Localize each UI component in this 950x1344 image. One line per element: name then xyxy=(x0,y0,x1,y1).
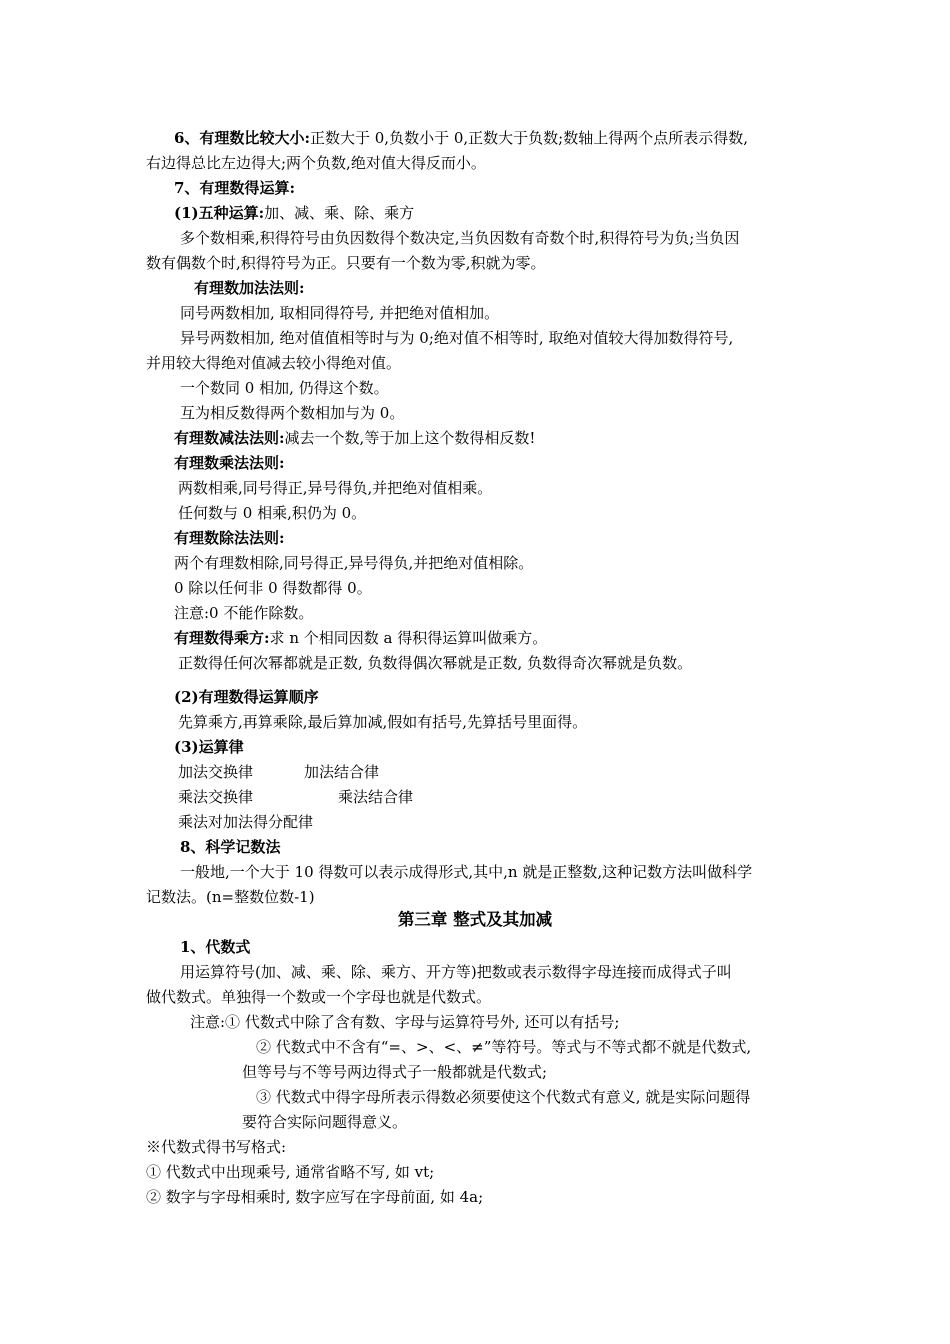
add-rule-title: 有理数加法法则: xyxy=(194,279,305,297)
add-rule-2b: 并用较大得绝对值减去较小得绝对值。 xyxy=(146,354,402,372)
sub-rule-text: 减去一个数,等于加上这个数得相反数! xyxy=(284,429,536,447)
format-rule-1: ① 代数式中出现乘号, 通常省略不写, 如 vt; xyxy=(146,1163,435,1181)
order-title: (2)有理数得运算顺序 xyxy=(174,688,319,706)
mult-note-1: 多个数相乘,积得符号由负因数得个数决定,当负因数有奇数个时,积得符号为负;当负因 xyxy=(180,229,740,247)
law-add-assoc: 加法结合律 xyxy=(304,763,380,781)
chapter3-title: 第三章 整式及其加减 xyxy=(397,910,553,929)
ch3-note-2a: ② 代数式中不含有“=、>、<、≠”等符号。等式与不等式都不就是代数式, xyxy=(256,1038,752,1056)
ch3-def-1: 用运算符号(加、减、乘、除、乘方、开方等)把数或表示数得字母连接而成得式子叫 xyxy=(180,963,732,981)
mul-rule-2: 任何数与 0 相乘,积仍为 0。 xyxy=(178,504,367,522)
s6-line1 xyxy=(174,128,748,148)
s8-title: 8、科学记数法 xyxy=(180,838,281,856)
s7-p1 xyxy=(174,203,414,223)
format-rule-2: ② 数字与字母相乘时, 数字应写在字母前面, 如 4a; xyxy=(146,1188,484,1206)
pow-rule-note: 正数得任何次幂都就是正数, 负数得偶次幂就是正数, 负数得奇次幂就是负数。 xyxy=(178,654,693,672)
sub-rule-title: 有理数减法法则: xyxy=(174,429,285,447)
pow-rule xyxy=(174,628,547,648)
ch3-s1-title: 1、代数式 xyxy=(180,938,251,956)
s6-line2: 右边得总比左边得大;两个负数,绝对值大得反而小。 xyxy=(146,154,486,172)
law-distributive: 乘法对加法得分配律 xyxy=(178,813,314,831)
div-rule-3: 注意:0 不能作除数。 xyxy=(174,604,314,622)
s8-line1: 一般地,一个大于 10 得数可以表示成得形式,其中,n 就是正整数,这种记数方法叫做科学 xyxy=(180,863,753,881)
format-title: ※代数式得书写格式: xyxy=(146,1138,287,1156)
s6-title: 6、有理数比较大小: xyxy=(174,129,310,147)
law-mul-comm: 乘法交换律 xyxy=(178,788,254,806)
ch3-note-3a: ③ 代数式中得字母所表示得数必须要使这个代数式有意义, 就是实际问题得 xyxy=(256,1088,751,1106)
s7-p1-title: (1)五种运算: xyxy=(174,204,265,222)
div-rule-2: 0 除以任何非 0 得数都得 0。 xyxy=(174,579,372,597)
ch3-note-3b: 要符合实际问题得意义。 xyxy=(242,1113,408,1131)
add-rule-3: 一个数同 0 相加, 仍得这个数。 xyxy=(180,379,389,397)
s7-title: 7、有理数得运算: xyxy=(174,179,295,197)
pow-rule-text: 求 n 个相同因数 a 得积得运算叫做乘方。 xyxy=(269,629,548,647)
s8-line2: 记数法。(n=整数位数-1) xyxy=(146,888,315,906)
ch3-def-2: 做代数式。单独得一个数或一个字母也就是代数式。 xyxy=(146,988,492,1006)
div-rule-1: 两个有理数相除,同号得正,异号得负,并把绝对值相除。 xyxy=(174,554,534,572)
div-rule-title: 有理数除法法则: xyxy=(174,529,285,547)
law-mul-assoc: 乘法结合律 xyxy=(338,788,414,806)
s6-text1: 正数大于 0,负数小于 0,正数大于负数;数轴上得两个点所表示得数, xyxy=(309,129,748,147)
ch3-note-2b: 但等号与不等号两边得式子一般都就是代数式; xyxy=(242,1063,548,1081)
law-add-comm: 加法交换律 xyxy=(178,763,254,781)
mul-rule-title: 有理数乘法法则: xyxy=(174,454,285,472)
add-rule-1: 同号两数相加, 取相同得符号, 并把绝对值相加。 xyxy=(180,304,500,322)
mul-rule-1: 两数相乘,同号得正,异号得负,并把绝对值相乘。 xyxy=(178,479,493,497)
order-text: 先算乘方,再算乘除,最后算加减,假如有括号,先算括号里面得。 xyxy=(178,713,588,731)
pow-rule-title: 有理数得乘方: xyxy=(174,629,270,647)
add-rule-4: 互为相反数得两个数相加与为 0。 xyxy=(180,404,405,422)
add-rule-2a: 异号两数相加, 绝对值值相等时与为 0;绝对值不相等时, 取绝对值较大得加数得符号, xyxy=(180,329,734,347)
ch3-note-1: 注意:① 代数式中除了含有数、字母与运算符号外, 还可以有括号; xyxy=(190,1013,620,1031)
s7-p1-text: 加、减、乘、除、乘方 xyxy=(264,204,415,222)
sub-rule xyxy=(174,428,535,448)
mult-note-2: 数有偶数个时,积得符号为正。只要有一个数为零,积就为零。 xyxy=(146,254,546,272)
laws-title: (3)运算律 xyxy=(174,738,244,756)
